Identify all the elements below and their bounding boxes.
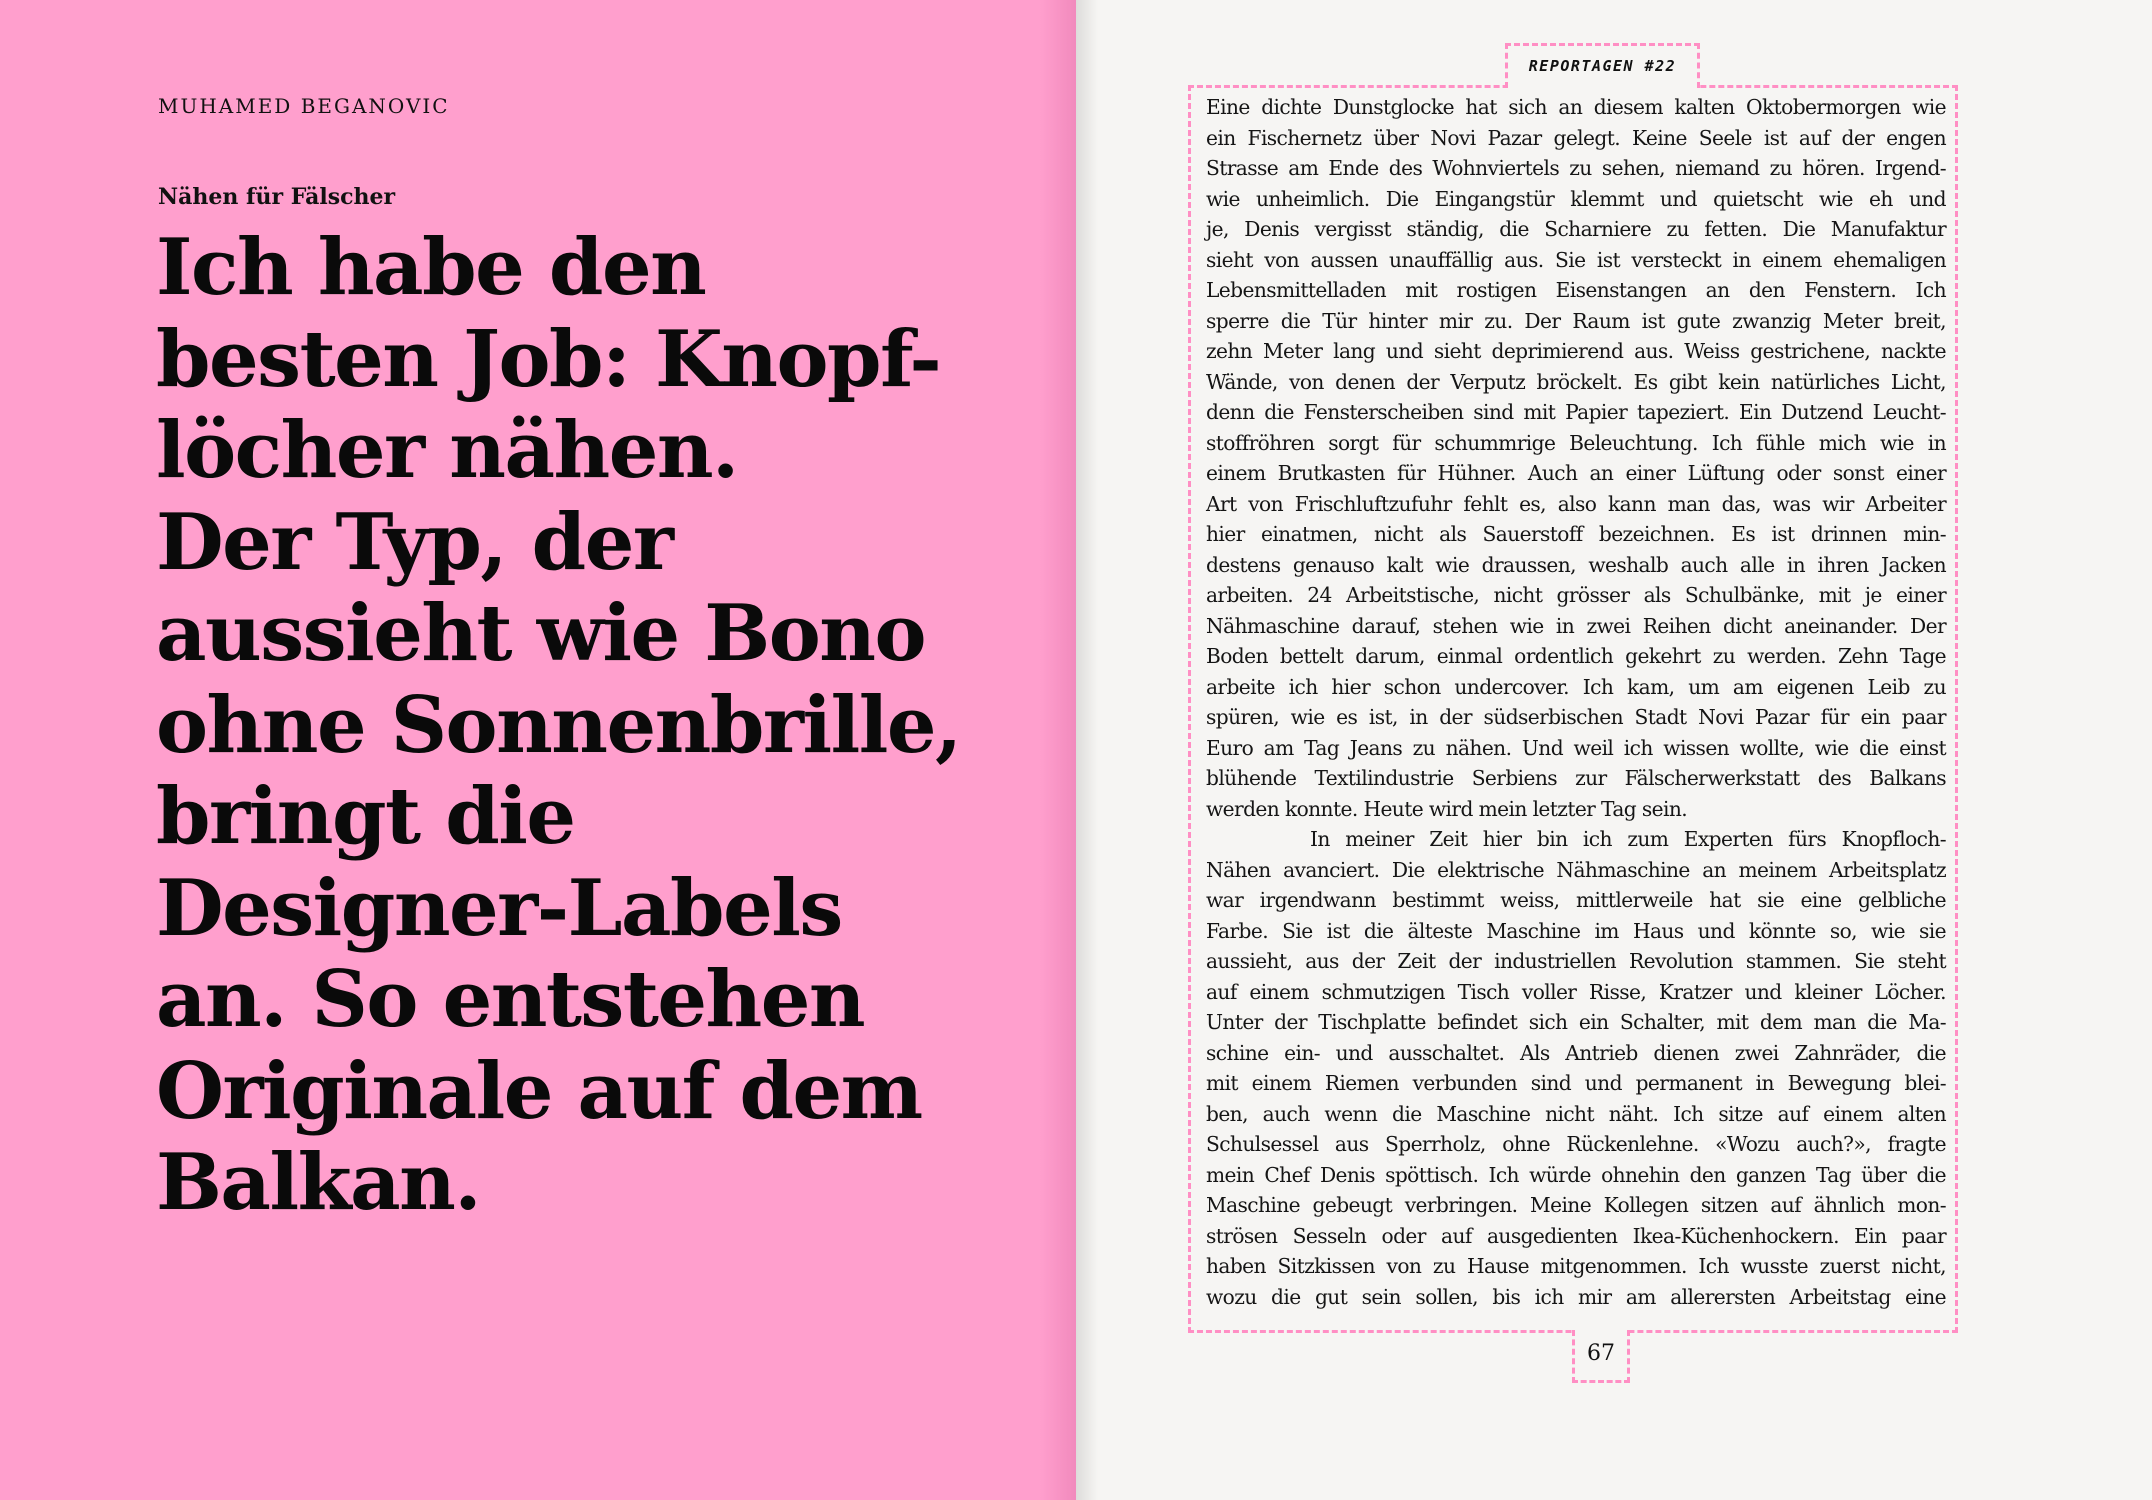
body-line: auf einem schmutzigen Tisch voller Risse, Kratzer und kleiner Löcher. (1206, 979, 1946, 1004)
body-line: destens genauso kalt wie draussen, weshalb auch alle in ihren Jacken (1206, 552, 1946, 577)
author-name: MUHAMED BEGANOVIC (158, 94, 450, 118)
body-line: werden konnte. Heute wird mein letzter Tag sein. (1206, 796, 1688, 821)
body-line: Schulsessel aus Sperrholz, ohne Rückenlehne. «Wozu auch?», fragte (1206, 1132, 1946, 1156)
section-tab: REPORTAGEN #22 (1505, 43, 1700, 88)
body-line: strösen Sesseln oder auf ausgedienten Ikea-Küchenhockern. Ein paar (1206, 1223, 1946, 1248)
body-line: ben, auch wenn die Maschine nicht näht. Ich sitze auf einem alten (1206, 1101, 1946, 1126)
body-line: je, Denis vergisst ständig, die Scharniere zu fetten. Die Manufaktur (1206, 217, 1946, 241)
body-line: blühende Textilindustrie Serbiens zur Fälscherwerkstatt des Balkans (1206, 766, 1946, 790)
article-kicker: Nähen für Fälscher (158, 184, 396, 210)
body-line: Maschine gebeugt verbringen. Meine Kollegen sitzen auf ähnlich mon- (1206, 1193, 1946, 1217)
headline-line: besten Job: Knopf- (156, 313, 941, 405)
body-line: ein Fischernetz über Novi Pazar gelegt. Keine Seele ist auf der engen (1206, 125, 1946, 150)
body-line: Boden bettelt darum, einmal ordentlich gekehrt zu werden. Zehn Tage (1206, 644, 1946, 668)
body-line: wie unheimlich. Die Eingangstür klemmt und quietscht wie eh und (1206, 186, 1946, 211)
body-line: In meiner Zeit hier bin ich zum Experten fürs Knopfloch- (1310, 827, 1946, 851)
body-line: haben Sitzkissen von zu Hause mitgenommen. Ich wusste zuerst nicht, (1206, 1254, 1946, 1278)
body-line: wozu die gut sein sollen, bis ich mir am allerersten Arbeitstag eine (1206, 1284, 1946, 1309)
headline-line: Ich habe den (156, 222, 706, 313)
headline-line: aussieht wie Bono (156, 588, 925, 679)
headline-line: ohne Sonnenbrille, (156, 679, 961, 771)
headline-line: bringt die (156, 771, 575, 862)
body-line: Nähmaschine darauf, stehen wie in zwei Reihen dicht aneinander. Der (1206, 613, 1946, 638)
headline-line: Der Typ, der (156, 496, 673, 588)
body-line: denn die Fensterscheiben sind mit Papier tapeziert. Ein Dutzend Leucht- (1206, 400, 1946, 424)
headline-line: löcher nähen. (156, 405, 738, 496)
body-line: spüren, wie es ist, in der südserbischen Stadt Novi Pazar für ein paar (1206, 705, 1946, 729)
body-line: sieht von aussen unauffällig aus. Sie ist versteckt in einem ehemaligen (1206, 247, 1946, 272)
body-line: einem Brutkasten für Hühner. Auch an einer Lüftung oder sonst einer (1206, 461, 1946, 485)
headline-line: an. So entstehen (156, 954, 865, 1045)
headline-line: Originale auf dem (156, 1045, 922, 1137)
headline-line: Balkan. (156, 1137, 481, 1228)
body-line: hier einatmen, nicht als Sauerstoff bezeichnen. Es ist drinnen min- (1206, 522, 1946, 546)
body-line: Euro am Tag Jeans zu nähen. Und weil ich wissen wollte, wie die einst (1206, 735, 1946, 760)
body-line: arbeite ich hier schon undercover. Ich kam, um am eigenen Leib zu (1206, 674, 1946, 699)
body-line: Art von Frischluftzufuhr fehlt es, also kann man das, was wir Arbeiter (1206, 491, 1946, 516)
body-line: arbeiten. 24 Arbeitstische, nicht grösser als Schulbänke, mit je einer (1206, 583, 1946, 607)
body-line: stoffröhren sorgt für schummrige Beleuchtung. Ich fühle mich wie in (1206, 430, 1946, 455)
headline (156, 222, 1056, 1229)
body-line: schine ein- und ausschaltet. Als Antrieb dienen zwei Zahnräder, die (1206, 1040, 1946, 1065)
body-text (1206, 92, 1946, 1312)
body-line: Farbe. Sie ist die älteste Maschine im Haus und könnte so, wie sie (1206, 918, 1946, 943)
body-line: Lebensmittelladen mit rostigen Eisenstangen an den Fenstern. Ich (1206, 278, 1946, 302)
body-line: Nähen avanciert. Die elektrische Nähmaschine an meinem Arbeitsplatz (1206, 857, 1946, 882)
headline-line: Designer-Labels (156, 862, 842, 954)
body-line: Strasse am Ende des Wohnviertels zu sehen, niemand zu hören. Irgend- (1206, 156, 1946, 180)
body-line: war irgendwann bestimmt weiss, mittlerweile hat sie eine gelbliche (1206, 888, 1946, 912)
gutter-shadow (1076, 0, 1098, 1500)
body-line: Wände, von denen der Verputz bröckelt. Es gibt kein natürliches Licht, (1206, 369, 1946, 394)
body-line: zehn Meter lang und sieht deprimierend aus. Weiss gestrichene, nackte (1206, 339, 1946, 363)
body-line: Eine dichte Dunstglocke hat sich an diesem kalten Oktobermorgen wie (1206, 95, 1946, 119)
body-line: mit einem Riemen verbunden sind und permanent in Bewegung blei- (1206, 1071, 1946, 1095)
body-line: mein Chef Denis spöttisch. Ich würde ohnehin den ganzen Tag über die (1206, 1162, 1946, 1187)
body-line: sperre die Tür hinter mir zu. Der Raum ist gute zwanzig Meter breit, (1206, 308, 1946, 333)
body-line: aussieht, aus der Zeit der industriellen Revolution stammen. Sie steht (1206, 949, 1946, 973)
page-number: 67 (1572, 1330, 1630, 1383)
body-line: Unter der Tischplatte befindet sich ein Schalter, mit dem man die Ma- (1206, 1010, 1946, 1034)
